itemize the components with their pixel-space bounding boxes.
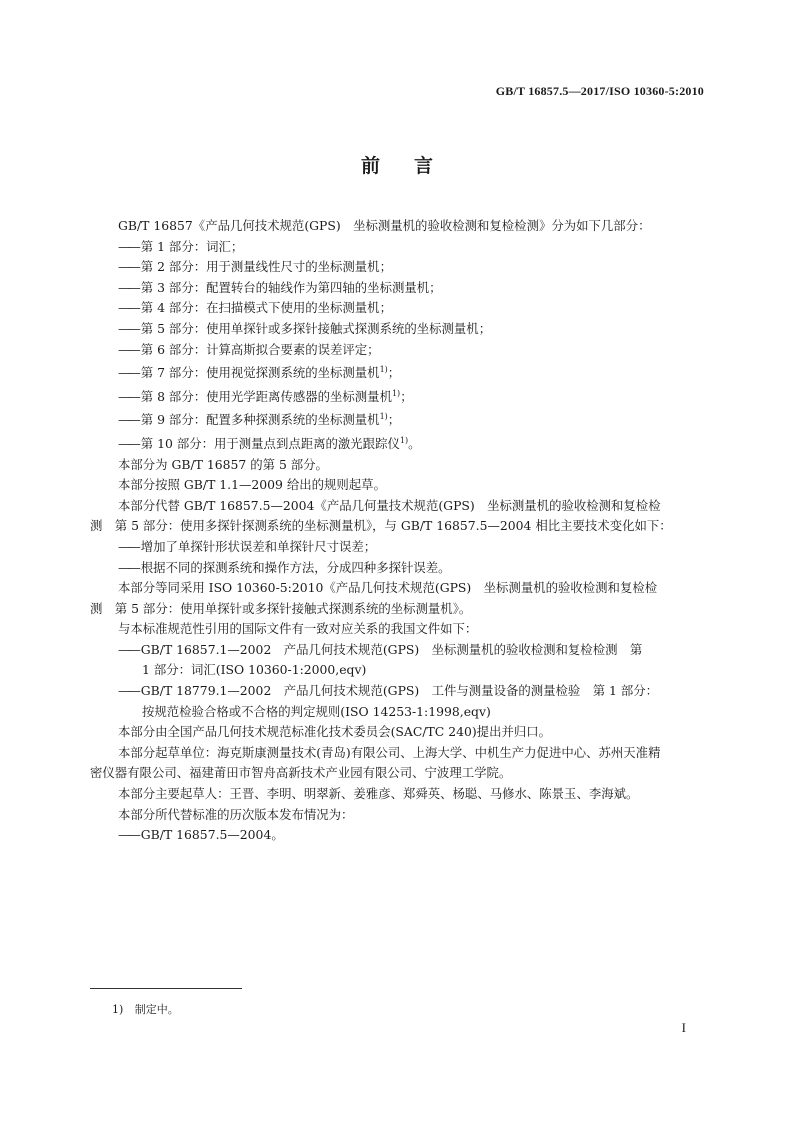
part-list-item: —— 第 10 部分：用于测量点到点距离的激光跟踪仪$^{1)}$。 — [90, 431, 706, 455]
intro-paragraph: GB/T 16857《产品几何技术规范(GPS) 坐标测量机的验收检测和复检检测》分为如下几部分： — [118, 218, 651, 233]
drafters-paragraph: 本部分主要起草人：王晋、李明、明翠新、姜雅彦、郑舜英、杨聪、马修水、陈景玉、李海斌。 — [118, 786, 639, 802]
document-body — [90, 216, 706, 846]
drafting-units-line2: 密仪器有限公司、福建莆田市智舟高新技术产业园有限公司、宁波理工学院。 — [90, 765, 512, 781]
adopt-paragraph-line1: 本部分等同采用 ISO 10360-5:2010《产品几何技术规范(GPS) 坐标测量机的验收检测和复检检 — [118, 580, 658, 596]
footnote-ref: 1) — [379, 412, 388, 422]
footnote-text: 制定中。 — [134, 1003, 179, 1016]
adopt-paragraph-line2: 测 第 5 部分：使用单探针或多探针接触式探测系统的坐标测量机》。 — [90, 600, 472, 616]
part-list-item: —— 第 9 部分：配置多种探测系统的坐标测量机$^{1)}$； — [90, 407, 706, 431]
footnote-ref: 1) — [399, 435, 409, 445]
change-list-item: —— 根据不同的探测系统和操作方法，分成四种多探针误差。 — [90, 558, 706, 579]
footnote-divider — [90, 988, 242, 989]
replace-paragraph-line1: 本部分代替 GB/T 16857.5—2004《产品几何量技术规范(GPS) 坐标测量机的验收检测和复检检 — [118, 497, 661, 513]
proposed-paragraph: 本部分由全国产品几何技术规范标准化技术委员会(SAC/TC 240)提出并归口。 — [118, 724, 552, 740]
reference-item-cont: 1 部分：词汇(ISO 10360-1:2000,eqv) — [142, 662, 367, 678]
part-list-item: —— 第 4 部分：在扫描模式下使用的坐标测量机； — [90, 298, 706, 319]
part-list-item: —— 第 8 部分：使用光学距离传感器的坐标测量机$^{1)}$； — [90, 384, 706, 408]
part-list-item: —— 第 1 部分：词汇； — [90, 237, 706, 258]
footnote-mark: 1) — [112, 1003, 124, 1016]
reference-item: —— GB/T 18779.1—2002 产品几何技术规范(GPS) 工件与测量设备的测量检验 第 1 部分： — [90, 681, 706, 702]
rules-paragraph: 本部分按照 GB/T 1.1—2009 给出的规则起草。 — [118, 477, 386, 493]
part5-paragraph: 本部分为 GB/T 16857 的第 5 部分。 — [118, 456, 328, 472]
part-list-item: —— 第 2 部分：用于测量线性尺寸的坐标测量机； — [90, 257, 706, 278]
reference-item: —— GB/T 16857.1—2002 产品几何技术规范(GPS) 坐标测量机的验收检测和复检检测 第 — [90, 640, 706, 661]
part-list-item: —— 第 5 部分：使用单探针或多探针接触式探测系统的坐标测量机； — [90, 319, 706, 340]
correspondence-paragraph: 与本标准规范性引用的国际文件有一致对应关系的我国文件如下： — [118, 621, 478, 637]
footnote — [112, 1001, 179, 1017]
drafting-units-line1: 本部分起草单位：海克斯康测量技术(青岛)有限公司、上海大学、中机生产力促进中心、苏州天准精 — [118, 744, 661, 760]
footnote-ref: 1) — [379, 365, 388, 375]
change-list-item: —— 增加了单探针形状误差和单探针尺寸误差； — [90, 537, 706, 558]
history-paragraph: 本部分所代替标准的历次版本发布情况为： — [118, 806, 354, 822]
page-number: I — [681, 1020, 686, 1035]
history-list-item: —— GB/T 16857.5—2004。 — [90, 825, 706, 846]
standard-code-header: GB/T 16857.5—2017/ISO 10360-5:2010 — [495, 84, 704, 98]
part-list-item: —— 第 7 部分：使用视觉探测系统的坐标测量机$^{1)}$； — [90, 360, 706, 384]
replace-paragraph-line2: 测 第 5 部分：使用多探针探测系统的坐标测量机》，与 GB/T 16857.5—2004 相比主要技术变化如下： — [90, 518, 672, 534]
part-list-item: —— 第 3 部分：配置转台的轴线作为第四轴的坐标测量机； — [90, 278, 706, 299]
page-title: 前言 — [360, 155, 467, 177]
part-list-item: —— 第 6 部分：计算高斯拟合要素的误差评定； — [90, 340, 706, 361]
reference-item-cont: 按规范检验合格或不合格的判定规则(ISO 14253-1:1998,eqv) — [142, 703, 491, 719]
footnote-ref: 1) — [391, 388, 401, 398]
